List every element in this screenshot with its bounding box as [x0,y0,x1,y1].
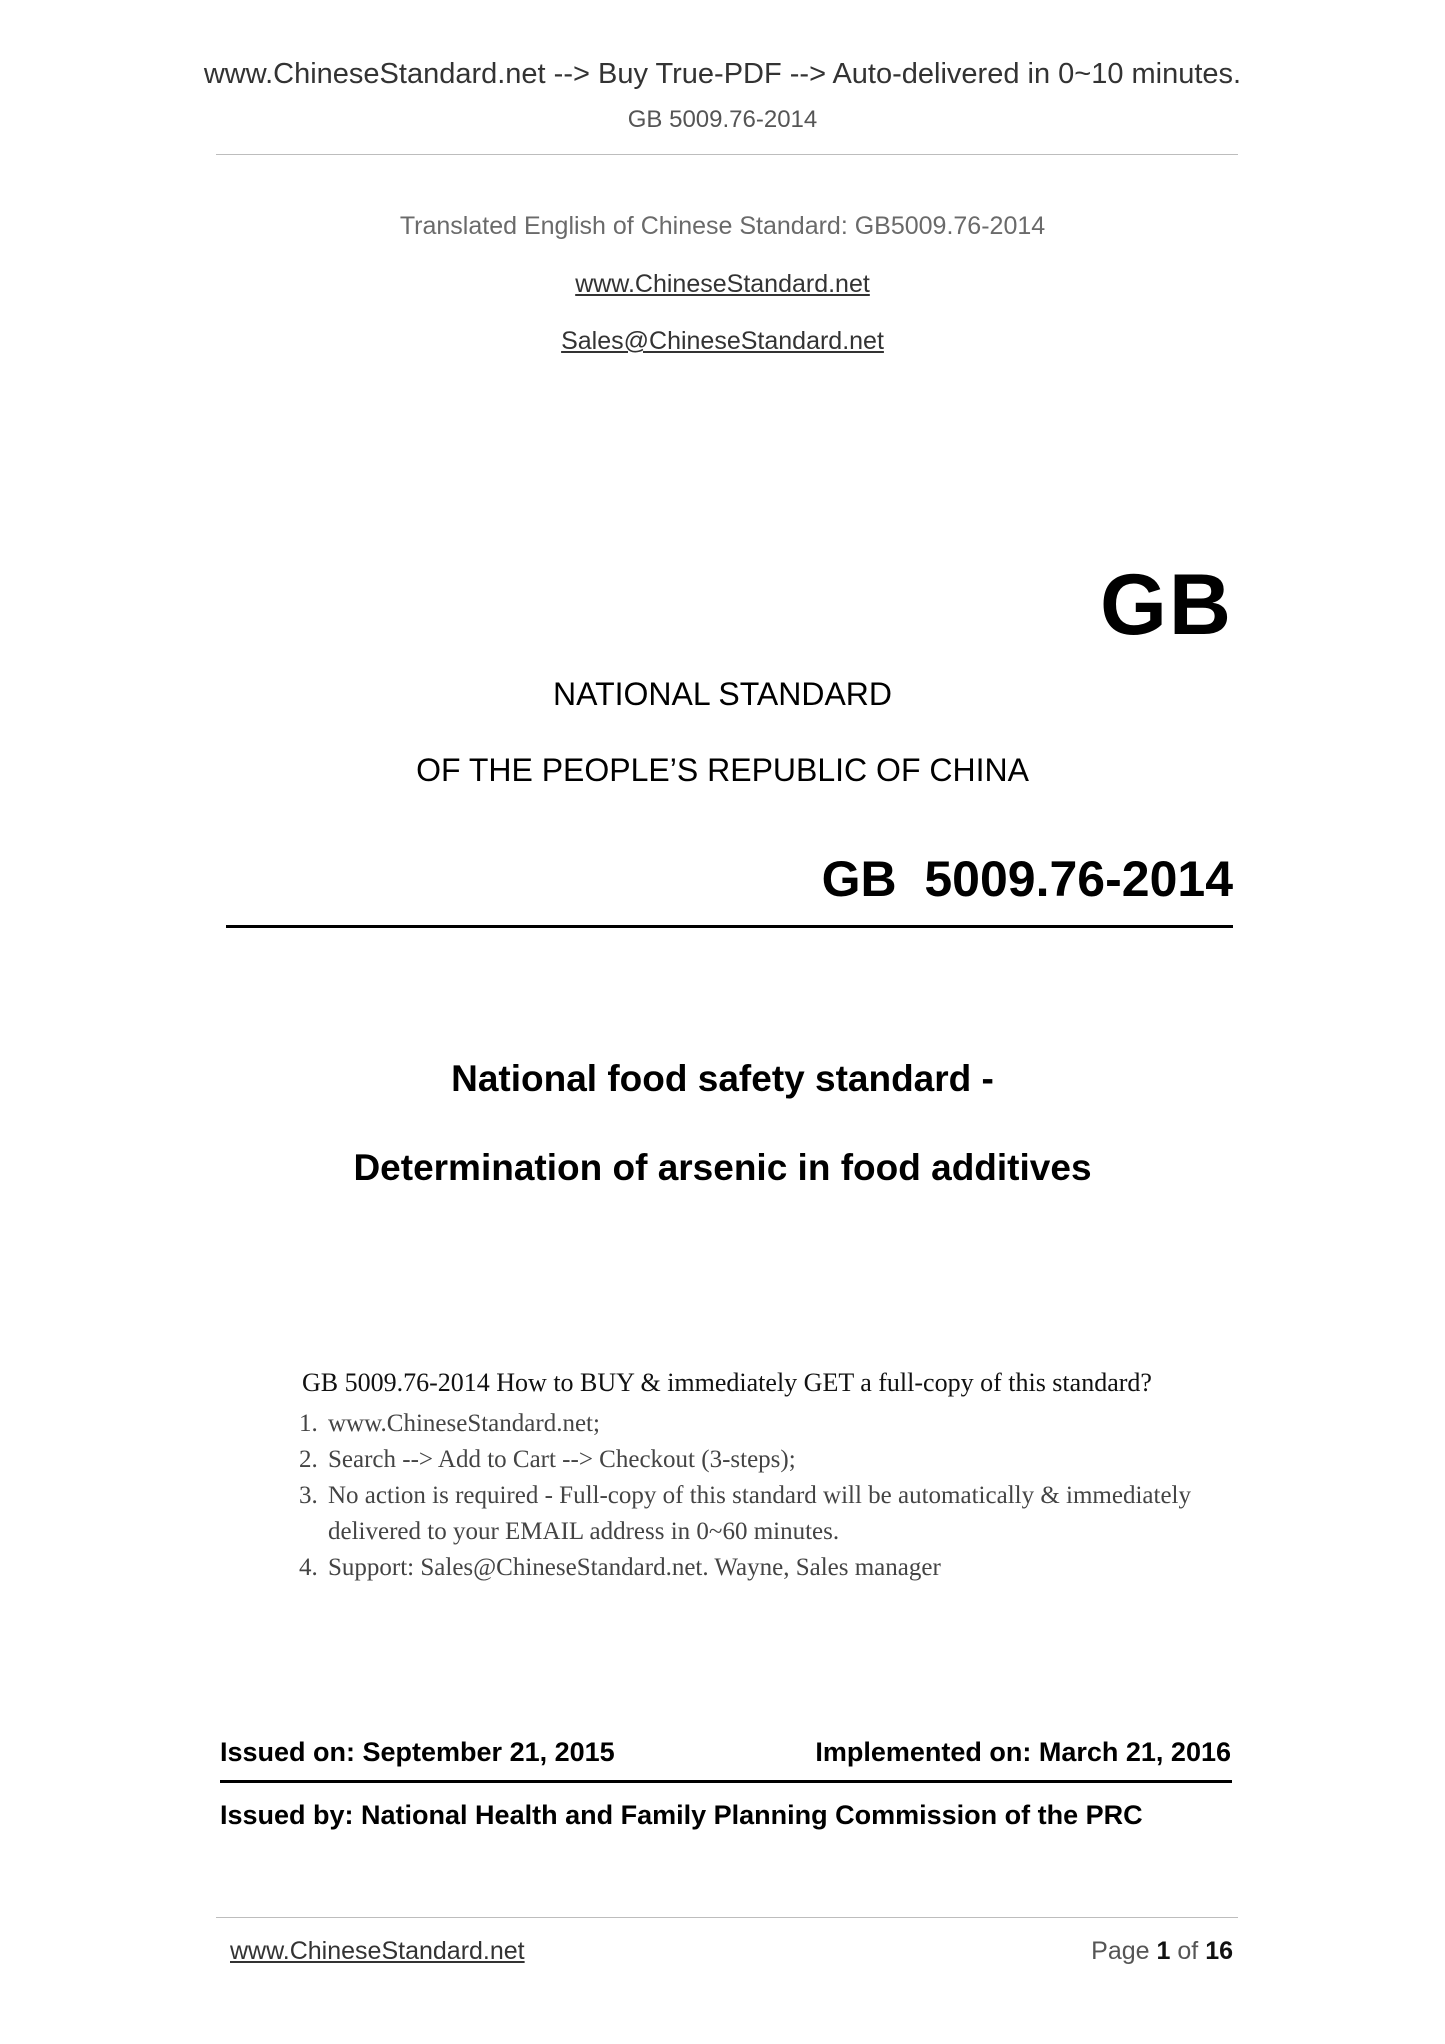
purchase-info [294,1368,1234,1586]
page-word: Page [1091,1937,1150,1965]
implemented-on-date: Implemented on: March 21, 2016 [815,1737,1231,1767]
total-pages-number: 16 [1205,1937,1233,1965]
site-link-row [0,270,1445,299]
page-indicator [1091,1937,1233,1966]
header-divider [216,154,1238,155]
footer-divider [216,1917,1238,1918]
standard-number: GB 5009.76-2014 [821,851,1233,907]
purchase-step: 1. www.ChineseStandard.net; [324,1406,1234,1442]
standard-number-divider [226,925,1233,928]
purchase-steps [294,1406,1234,1586]
page-of-word: of [1177,1937,1199,1965]
sales-link-row [0,327,1445,356]
national-standard-label: NATIONAL STANDARD [553,676,892,712]
website-link[interactable]: www.ChineseStandard.net [575,270,870,298]
document-title-line2: Determination of arsenic in food additives [353,1147,1092,1188]
gb-logo: GB [1100,557,1233,653]
translation-note: Translated English of Chinese Standard: GB5009.76-2014 [399,212,1046,240]
issued-on-date: Issued on: September 21, 2015 [220,1737,615,1767]
footer-website-link[interactable]: www.ChineseStandard.net [230,1937,525,1965]
prc-label: OF THE PEOPLE’S REPUBLIC OF CHINA [416,752,1029,788]
top-banner: www.ChineseStandard.net --> Buy True-PDF --> Auto-delivered in 0~10 minutes. [203,58,1242,90]
purchase-step: 2. Search --> Add to Cart --> Checkout (3-steps); [324,1442,1234,1478]
header-standard-code: GB 5009.76-2014 [627,106,818,133]
issue-divider [220,1780,1232,1783]
issuing-authority: Issued by: National Health and Family Planning Commission of the PRC [220,1800,1143,1830]
sales-email-link[interactable]: Sales@ChineseStandard.net [561,327,884,355]
current-page-number: 1 [1156,1937,1171,1965]
purchase-heading: GB 5009.76-2014 How to BUY & immediately GET a full-copy of this standard? [302,1368,1152,1397]
purchase-step: 4. Support: Sales@ChineseStandard.net. Wayne, Sales manager [324,1550,1234,1586]
purchase-step: 3. No action is required - Full-copy of this standard will be automatically & immediately delivered to your EMAIL address in 0~60 minutes. [324,1478,1234,1550]
document-title-line1: National food safety standard - [451,1058,994,1099]
